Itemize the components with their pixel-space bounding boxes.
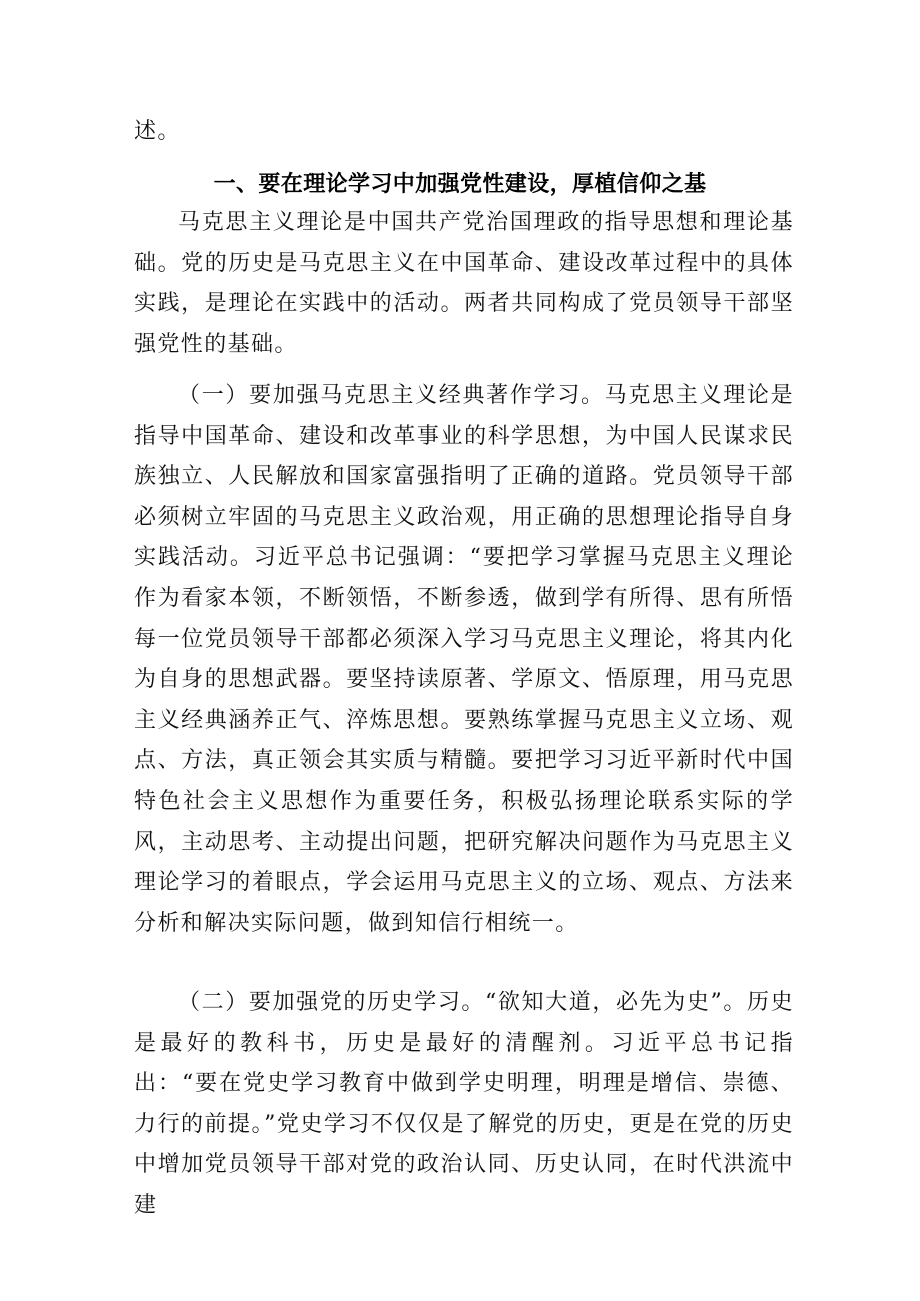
paragraph: 马克思主义理论是中国共产党治国理政的指导思想和理论基础。党的历史是马克思主义在中国革命、建设改革过程中的具体实践，是理论在实践中的活动。两者共同构成了党员领导干部坚强党性的基础。 bbox=[134, 210, 794, 357]
paragraph-1-block bbox=[134, 203, 794, 365]
paragraph-2-block bbox=[134, 376, 794, 944]
paragraph-3-block bbox=[134, 983, 794, 1227]
intro-text: 述。 bbox=[134, 119, 181, 144]
paragraph: （一）要加强马克思主义经典著作学习。马克思主义理论是指导中国革命、建设和改革事业的科学思想，为中国人民谋求民族独立、人民解放和国家富强指明了正确的道路。党员领导干部必须树立牢固的马克思主义政治观，用正确的思想理论指导自身实践活动。习近平总书记强调：“要把学习掌握马克思主义理论作为看家本领，不断领悟，不断参透，做到学有所得、思有所悟每一位党员领导干部都必须深入学习马克思主义理论，将其内化为自身的思想武器。要坚持读原著、学原文、悟原理，用马克思主义经典涵养正气、淬炼思想。要熟练掌握马克思主义立场、观点、方法，真正领会其实质与精髓。要把学习习近平新时代中国特色社会主义思想作为重要任务，积极弘扬理论联系实际的学风，主动思考、主动提出问题，把研究解决问题作为马克思主义理论学习的着眼点，学会运用马克思主义的立场、观点、方法来分析和解决实际问题，做到知信行相统一。 bbox=[134, 383, 794, 936]
section-heading: 一、要在理论学习中加强党性建设，厚植信仰之基 bbox=[213, 172, 707, 197]
paragraph: （二）要加强党的历史学习。“欲知大道，必先为史”。历史是最好的教科书，历史是最好的清醒剂。习近平总书记指出：“要在党史学习教育中做到学史明理，明理是增信、崇德、力行的前提。”党史学习不仅仅是了解党的历史，更是在党的历史中增加党员领导干部对党的政治认同、历史认同，在时代洪流中建 bbox=[134, 990, 794, 1218]
intro-fragment bbox=[134, 112, 794, 153]
